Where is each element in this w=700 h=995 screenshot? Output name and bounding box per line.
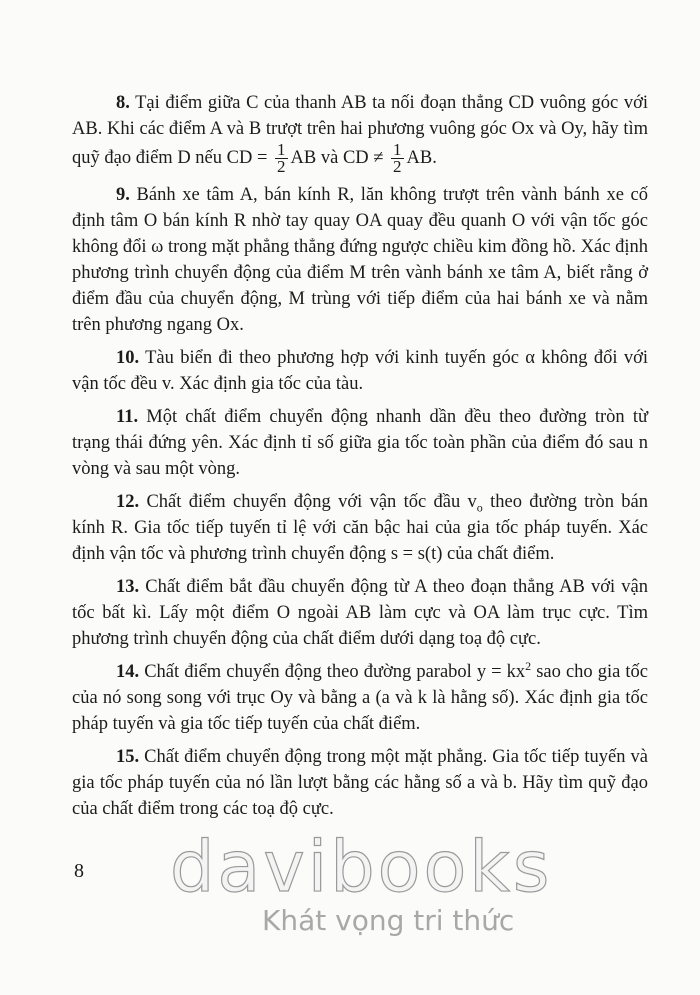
problem-12 bbox=[72, 489, 648, 567]
subscript: o bbox=[476, 500, 483, 515]
problem-number: 13. bbox=[116, 577, 140, 597]
problem-11 bbox=[72, 404, 648, 482]
problem-text: Tại điểm giữa C của thanh AB ta nối đoạn thẳng CD vuông góc với AB. Khi các điểm A và B trượt trên hai phương vuông góc Ox và Oy, hãy tìm quỹ đạo điểm D nếu CD = bbox=[72, 93, 648, 168]
problem-number: 9. bbox=[116, 185, 130, 205]
problem-13 bbox=[72, 574, 648, 652]
watermark-tagline: Khát vọng tri thức bbox=[262, 904, 515, 937]
problem-text: Chất điểm chuyển động trong một mặt phẳng. Gia tốc tiếp tuyến và gia tốc pháp tuyến của nó lần lượt bằng các hằng số a và b. Hãy tìm quỹ đạo của chất điểm trong các toạ độ cực. bbox=[72, 747, 648, 819]
problem-number: 15. bbox=[116, 747, 140, 767]
problem-text: sao cho gia tốc của nó song song với trục Oy và bằng a (a và k là hằng số). Xác định gia tốc pháp tuyến và gia tốc tiếp tuyến của chất điểm. bbox=[72, 662, 648, 734]
superscript: 2 bbox=[525, 658, 532, 673]
fraction bbox=[275, 142, 288, 175]
problem-text: Một chất điểm chuyển động nhanh dần đều theo đường tròn từ trạng thái đứng yên. Xác định tỉ số giữa gia tốc toàn phần của điểm đó sau n vòng và sau một vòng. bbox=[72, 407, 649, 479]
problem-text: theo đường tròn bán kính R. Gia tốc tiếp tuyến tỉ lệ với căn bậc hai của gia tốc pháp tuyến. Xác định vận tốc và phương trình chuyển động s = s(t) của chất điểm. bbox=[72, 492, 648, 564]
problem-text: AB và CD ≠ bbox=[290, 147, 384, 168]
fraction-denominator: 2 bbox=[277, 157, 286, 176]
page-footer bbox=[0, 826, 700, 939]
problem-text: Chất điểm chuyển động theo đường parabol y = kx bbox=[144, 662, 526, 682]
fraction-numerator: 1 bbox=[393, 140, 402, 159]
problem-number: 14. bbox=[116, 662, 140, 682]
watermark-logo: davibooks bbox=[170, 826, 553, 908]
problem-text: AB. bbox=[406, 147, 437, 168]
problem-10 bbox=[72, 345, 648, 397]
problem-8 bbox=[72, 90, 648, 175]
problem-text: Chất điểm chuyển động với vận tốc đầu v bbox=[146, 492, 477, 512]
problem-number: 12. bbox=[116, 492, 140, 512]
problem-text: Bánh xe tâm A, bán kính R, lăn không trượt trên vành bánh xe cố định tâm O bán kính R nhờ tay quay OA quay đều quanh O với vận tốc góc không đổi ω trong mặt phẳng thẳng đứng ngược chiều kim đồng hồ. Xác định phương trình chuyển động của điểm M trên vành bánh xe tâm A, biết rằng ở điểm đầu của chuyển động, M trùng với tiếp điểm của hai bánh xe và nằm trên phương ngang Ox. bbox=[72, 185, 649, 335]
problem-number: 8. bbox=[116, 93, 130, 113]
problem-number: 11. bbox=[116, 407, 139, 427]
problem-15 bbox=[72, 744, 648, 822]
problem-number: 10. bbox=[116, 348, 140, 368]
problem-text: Chất điểm bắt đầu chuyển động từ A theo đoạn thẳng AB với vận tốc bất kì. Lấy một điểm O ngoài AB làm cực và OA làm trục cực. Tìm phương trình chuyển động của chất điểm dưới dạng toạ độ cực. bbox=[72, 577, 648, 649]
problem-text: Tàu biển đi theo phương hợp với kinh tuyến góc α không đổi với vận tốc đều v. Xác định gia tốc của tàu. bbox=[72, 348, 648, 394]
problem-14 bbox=[72, 659, 648, 737]
page-number: 8 bbox=[74, 860, 84, 882]
problem-9 bbox=[72, 182, 648, 338]
fraction-numerator: 1 bbox=[277, 140, 286, 159]
fraction bbox=[391, 142, 404, 175]
fraction-denominator: 2 bbox=[393, 157, 402, 176]
